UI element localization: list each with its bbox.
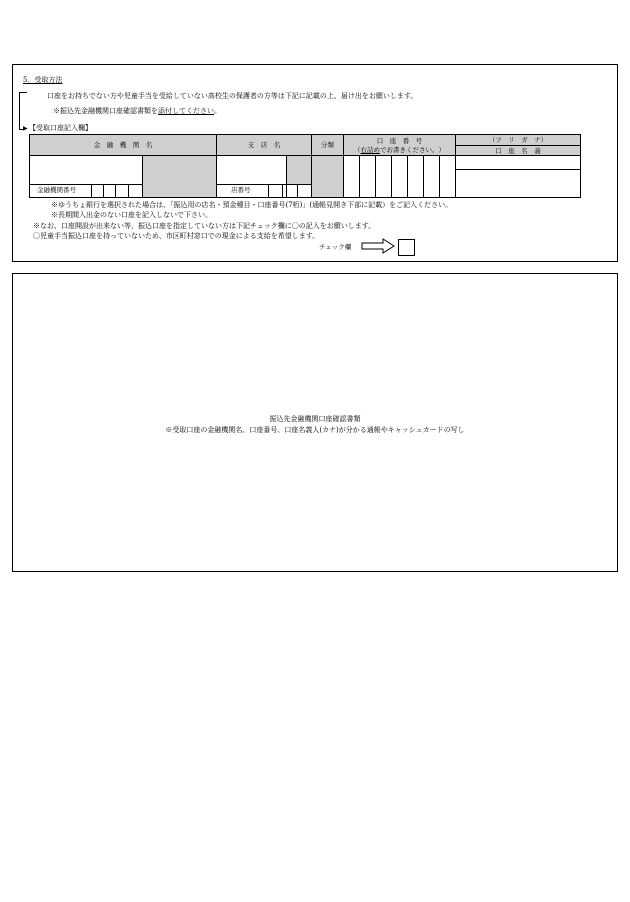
furigana-label: （フ リ ガ ナ）: [488, 136, 548, 145]
instruction-line: 口座をお持ちでない方や児童手当を受給していない高校生の保護者の方等は下記に記載の上、届け出をお願いします。: [47, 92, 418, 100]
account-digit-1[interactable]: [343, 155, 360, 198]
check-box[interactable]: [398, 239, 415, 256]
furigana-field[interactable]: [455, 155, 581, 170]
account-digit-7[interactable]: [439, 155, 456, 198]
account-entry-table: [29, 134, 581, 198]
branch-code-digit-2[interactable]: [282, 184, 298, 198]
classification-header: 分類: [311, 134, 344, 156]
attach-instruction: ※振込先金融機関口座確認書類を添付してください。: [53, 107, 221, 115]
account-digit-6[interactable]: [423, 155, 440, 198]
bank-type-area: [142, 155, 217, 198]
right-align-note: （ 右詰め でお書きください。 ）: [354, 146, 445, 155]
section-heading: 5．受取方法: [23, 76, 63, 84]
classification-field[interactable]: [311, 155, 344, 198]
bank-name-header: 金 融 機 関 名: [29, 134, 217, 156]
arrow-right-icon: [361, 238, 395, 254]
receipt-method-section: [12, 64, 618, 262]
attachment-area: [12, 273, 618, 572]
account-digit-3[interactable]: [375, 155, 392, 198]
attachment-description: ※受取口座の金融機関名、口座番号、口座名義人(カナ)が分かる通帳やキャッシュカードの写し: [165, 426, 465, 434]
branch-code-digit-1[interactable]: [268, 184, 283, 198]
bracket-vertical: [19, 92, 20, 130]
bracket-top: [19, 92, 27, 93]
holder-name-label: 口 座 名 義: [495, 146, 541, 155]
attachment-title: 振込先金融機関口座確認書類: [269, 415, 361, 423]
no-account-note: ※なお、口座開設が出来ない等、振込口座を指定していない方は下記チェック欄に〇の記入をお願いします。: [33, 222, 376, 230]
yucho-note: ※ゆうちょ銀行を選択された場合は、「振込用の店名・預金種目・口座番号(7桁)」(通帳見開き下部に記載）をご記入ください。: [51, 201, 453, 209]
bank-code-digit-4[interactable]: [128, 184, 143, 198]
holder-name-field[interactable]: [455, 169, 581, 198]
account-digit-5[interactable]: [407, 155, 424, 198]
cash-payment-option: 〇児童手当振込口座を持っていないため、市区町村窓口での現金による支給を希望します。: [33, 232, 320, 240]
check-label: チェック欄: [319, 243, 352, 251]
bank-code-digit-3[interactable]: [115, 184, 129, 198]
bank-code-label: 金融機関番号: [37, 186, 76, 194]
account-number-header: 口 座 番 号 （ 右詰め でお書きください。 ）: [343, 134, 456, 156]
dormant-account-note: ※長期間入出金のない口座を記入しないで下さい。: [51, 211, 212, 219]
holder-name-header: [455, 134, 581, 156]
account-digit-2[interactable]: [359, 155, 376, 198]
branch-code-label: 店番号: [231, 186, 251, 194]
branch-type-area: [286, 155, 312, 185]
branch-name-header: 支 店 名: [216, 134, 312, 156]
arrow-right-icon: ▶: [23, 125, 28, 132]
account-digit-4[interactable]: [391, 155, 408, 198]
form-title: 【受取口座記入欄】: [29, 124, 92, 132]
branch-code-digit-3[interactable]: [297, 184, 312, 198]
